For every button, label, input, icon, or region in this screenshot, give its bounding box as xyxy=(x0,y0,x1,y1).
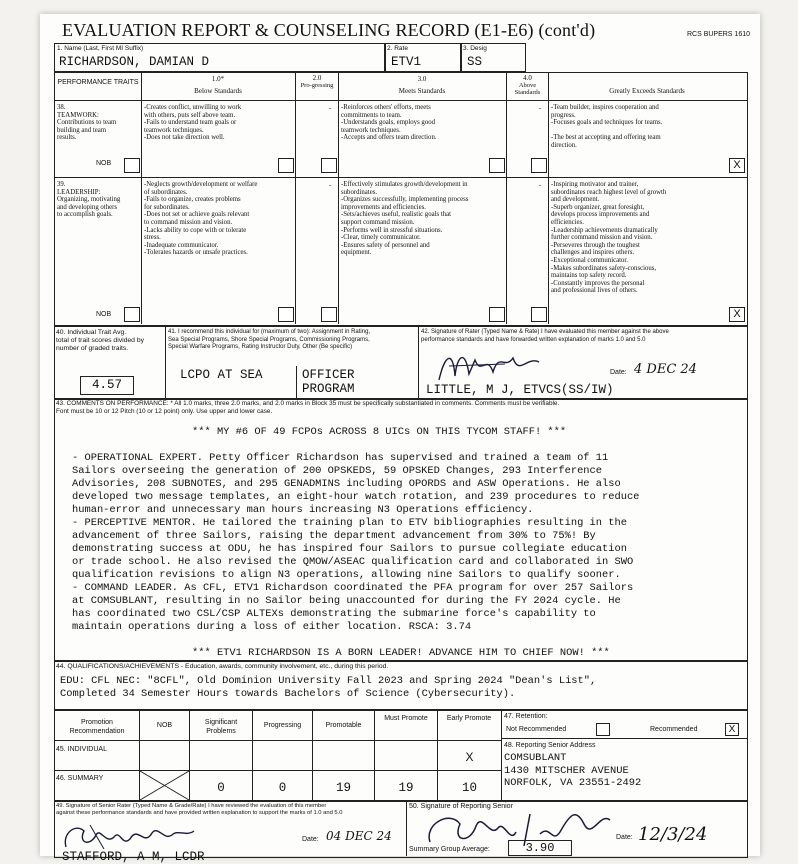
scale-3-number: 3.0 xyxy=(417,75,427,83)
scale-2-label: Pro-gressing xyxy=(300,82,334,89)
block-48-label: 48. Reporting Senior Address xyxy=(504,742,596,749)
standard-line: further command mission and vision. xyxy=(551,234,653,242)
standard-line xyxy=(551,127,662,135)
summary-group-average-value: 3.90 xyxy=(525,841,555,855)
member-name: RICHARDSON, DAMIAN D xyxy=(59,55,210,69)
col-nob: NOB xyxy=(156,722,173,729)
retention-recommended: Recommended xyxy=(650,726,698,733)
block-49-label xyxy=(56,803,342,817)
standard-line: -Fails to organize, creates problems xyxy=(144,196,241,204)
comment-line: qualification revisions to align N3 operations, allowing nine Sailors to qualify sooner. xyxy=(72,569,621,581)
standard-line: -Neglects growth/development or welfare xyxy=(144,181,258,188)
address-line: 1430 MITSCHER AVENUE xyxy=(504,764,629,777)
summary-early-promote: 10 xyxy=(461,781,477,795)
trait-label-line: to accomplish goals. xyxy=(57,211,113,219)
summary-group-average-label: Summary Group Average: xyxy=(409,846,490,853)
leadership-1-checkbox[interactable] xyxy=(278,307,294,322)
summary-progressing: 0 xyxy=(278,781,287,795)
individual-early-promote-mark: X xyxy=(465,750,474,764)
standard-line: and professional lives of others. xyxy=(551,287,638,295)
label-line: 40. Individual Trait Avg. xyxy=(56,329,127,336)
label-line: performance standards and have forwarded written explanation of marks 1.0 and 5.0 xyxy=(421,336,646,343)
teamwork-nob-label: NOB xyxy=(96,160,112,167)
trait-label-line: LEADERSHIP: xyxy=(57,188,101,196)
leadership-3-checkbox[interactable] xyxy=(489,307,505,322)
standard-line: -Fails to understand team goals or xyxy=(144,119,237,127)
comment-line: *** MY #6 OF 49 FCPOs ACROSS 8 UICs ON THIS TYCOM STAFF! *** xyxy=(192,426,567,438)
col-significant-problems: Significant Problems xyxy=(204,719,238,735)
standard-line: teamwork techniques. xyxy=(341,126,401,134)
standard-line: -Does not set or achieve goals relevant xyxy=(144,211,250,219)
block-50-label: 50. Signature of Reporting Senior xyxy=(409,803,513,810)
label-line: against these performance standards and have provided written explanation to support the marks of 1.0 and 5.0 xyxy=(56,810,343,816)
desig-value: SS xyxy=(467,55,483,69)
teamwork-below-standards xyxy=(144,104,241,142)
reporting-senior-address xyxy=(504,752,641,790)
block-1-label: 1. Name (Last, First MI Suffix) xyxy=(57,45,144,52)
label-line: Sea Special Programs, Shore Special Programs, Commissioning Programs, xyxy=(168,336,370,343)
row-individual-label: 45. INDIVIDUAL xyxy=(56,746,107,753)
label-line: 49. Signature of Senior Rater (Typed Name & Grade/Rate) I have reviewed the evaluation of this member xyxy=(56,803,327,809)
scale-4-label: Above Standards xyxy=(514,82,541,96)
summary-significant-problems: 0 xyxy=(217,781,225,795)
standard-line: -Creates conflict, unwilling to work xyxy=(144,104,242,111)
block-2-rate xyxy=(384,43,462,72)
block-2-label: 2. Rate xyxy=(387,45,408,52)
teamwork-trait-label xyxy=(57,104,116,142)
standard-line: subordinates. xyxy=(341,188,378,196)
standard-line: -Clear, timely communicator. xyxy=(341,234,421,242)
standard-line: -The best at accepting and offering team xyxy=(551,134,661,142)
label-line: Special Warfare Programs, Rating Instructor Duty, Other (Be specific) xyxy=(168,344,353,350)
comments-text xyxy=(72,426,639,660)
standard-line: -Constantly improves the personal xyxy=(551,279,645,287)
standard-line: for subordinates. xyxy=(144,203,190,211)
standard-line: -Lacks ability to cope with or tolerate xyxy=(144,226,247,234)
scale-5-label: Greatly Exceeds Standards xyxy=(609,87,685,95)
senior-rater-date: 04 DEC 24 xyxy=(326,829,392,843)
trait-average-value: 4.57 xyxy=(91,378,122,392)
standard-line: improvements and efficiencies. xyxy=(341,203,426,211)
teamwork-2-checkbox[interactable] xyxy=(321,158,337,173)
block-43-label xyxy=(56,400,559,415)
evaluation-form-page: EVALUATION REPORT & COUNSELING RECORD (E1-E6) (cont'd) RCS BUPERS 1610 1. Name (Last, First MI Suffix) RICHARDSON, DAMIAN D 2. Rate ETV1 3. Desig SS PERFORMANCE TRAITS 1.0* Below Standards 2.0 Pro-gressing 3.0 Meets Standards 4.0 Above Standards Greatly Exceeds Standards 38. TEAMWORK: Contributions to team building and team results. NOB -Creates conflict, unwilling to work with others, puts self above team. -Fails to understand team goals or teamwork techniques. -Does not take direction well. - -Reinforces others' efforts, meets commitments to team. -Understands goals, employs good teamwork techniques. -Accepts and offers team direction. - -Team builder, inspires cooperation and progress. -Focuses goals and techniques for teams. -The best at accepting and offering team direction. X 39. LEADERSHIP: Organizing, motivating and developing others to accomplish goals. NOB -Neglects growth/development or welfare of subordinates. -Fails to organize, creates problems for subordinates. -Does not set or achieve goals relevant to command mission and vision. -Lacks ability to cope with or tolerate stress. -Inadequate communicator. -Tolerates hazards or unsafe practices. - -Effectively stimulates growth/development in subordinates. -Organizes successfully, implementing process improvements and efficiencies. -Sets/achieves useful, realistic goals that support command mission. -Performs well in stressful situations. -Clear, timely communicator. -Ensures safety of personnel and equipment. - -Inspiring motivator and trainer, subordinates reach highest level of growth and development. -Superb organizer, great foresight, develops process improvements and efficiencies. -Leadership achievements dramatically further command mission and vision. -Perseveres through the toughest challenges and inspires others. -Exceptional communicator. -Makes subordinates safety-conscious, maintains top safety record. -Constantly improves the personal and professional lives of others. X 40. Individual Trait Avg. total of trait scores divided by number of graded traits. 4.57 41. I recommend this individual for (maximum of two): Assignment in Rating, Sea Special Programs, Shore Special Programs, Commissioning Programs, Special Warfare Programs, Rating Instructor Duty, Other (Be specific) LCPO AT SEA OFFICER PROGRAM 42. Signature of Rater (Typed Name & Rate) I have evaluated this member against the above performance standards and have forwarded written explanation of marks 1.0 and 5.0 Date: 4 DEC 24 LITTLE, M J, ETVCS(SS/IW) 43. COMMENTS ON PERFORMANCE: * All 1.0 marks, three 2.0 marks, and 2.0 marks in Block 35 must be specifically substantiated in comments. Comments must be verifiable. Font must be 10 or 12 Pitch (10 or 12 point) only. Use upper and lower case. *** MY #6 OF 49 FCPOs ACROSS 8 UICs ON THIS TYCOM STAFF! *** - OPERATIONAL EXPERT. Petty Officer Richardson has supervised and trained a team of 11 Sailors overseeing the generation of 200 OPSKEDS, 59 OPSKED Changes, 293 Interference Advisories, 208 SUBNOTES, and 295 GENADMINS including OPORDS and ASW Operations. He also developed two message templates, an eight-hour watch rotation, and 239 procedures to reduce human-error and unnecessary man hours increasing N3 Operations efficiency. - PERCEPTIVE MENTOR. He tailored the training plan to ETV bibliographies resulting in the advancement of three Sailors, raising the department advancement from 30% to 75%! By demonstrating success at ODU, he has inspired four Sailors to pursue collegiate education or trade school. He also revised the QMOW/ASEAC qualification card and collaborated in SWO qualification revisions to align N3 operations, allowing nine Sailors to qualify sooner. - COMMAND LEADER. As CFL, ETV1 Richardson coordinated the PFA program for over 257 Sailors at COMSUBLANT, resulting in no Sailor being unaccounted for during the FY 2024 cycle. He has coordinated two CSL/CSP ALTEXs demonstrating the submarine force's capability to maintain operations during a loss of either location. RSCA: 3.74 *** ETV1 RICHARDSON IS A BORN LEADER! ADVANCE HIM TO CHIEF NOW! *** 44. QUALIFICATIONS/ACHIEVEMENTS - Education, awards, community involvement, etc., during this period. EDU: CFL NEC: "8CFL", Old Dominion University Fall 2023 and Spring 2024 "Dean's List", Completed 34 Semester Hours towards Bachelors of Science (Cybersecurity). Promotion Recommendation NOB Significant Problems Progressing Promotable Must Promote Early Promote 45. INDIVIDUAL X 46. SUMMARY 0 0 19 19 10 47. Retention: Not Recommended Recommended X 48. Reporting Senior Address COMSUBLANT 1430 MITSCHER AVENUE NORFOLK, VA 23551-2492 49. Signature of Senior Rater (Typed Name & Grade/Rate) I have reviewed the evaluation of this member against these performance standards and have provided written explanation to support the marks of 1.0 and 5.0 Date: 04 DEC 24 STAFFORD, A M, LCDR 50. Signature of Reporting Senior Date: 12/3/24 Summary Group Average: 3.90 xyxy=(40,14,760,856)
leadership-nob-checkbox[interactable] xyxy=(124,307,140,322)
scale-3-label: Meets Standards xyxy=(398,87,446,95)
leadership-greatly-exceeds xyxy=(551,181,666,295)
comment-line: Sailors overseeing the generation of 200 OPSKEDS, 59 OPSKED Changes, 293 Interference xyxy=(72,465,603,477)
comment-line: maintain operations during a loss of either location. RSCA: 3.74 xyxy=(72,621,472,633)
standard-line: stress. xyxy=(144,234,161,242)
teamwork-1-checkbox[interactable] xyxy=(278,158,294,173)
teamwork-meets-standards xyxy=(341,104,437,142)
block-1-name xyxy=(54,43,386,72)
recommendation-2-line-2: PROGRAM xyxy=(302,382,355,396)
standard-line: -Organizes successfully, implementing process xyxy=(341,196,469,204)
rater-signature xyxy=(435,346,555,386)
scale-2-number: 2.0 xyxy=(312,74,322,82)
col-progressing: Progressing xyxy=(263,722,302,729)
label-line: Font must be 10 or 12 Pitch (10 or 12 point) only. Use upper and lower case. xyxy=(56,407,273,415)
comment-line: human-error and unnecessary man hours increasing N3 Operations efficiency. xyxy=(72,504,534,516)
teamwork-5-checkbox[interactable]: X xyxy=(729,158,745,173)
label-line: 41. I recommend this individual for (maximum of two): Assignment in Rating, xyxy=(168,329,371,335)
standard-line: -Reinforces others' efforts, meets xyxy=(341,104,431,111)
leadership-5-checkbox[interactable]: X xyxy=(729,307,745,322)
standard-line: with others, puts self above team. xyxy=(144,111,236,119)
standard-line: efficiencies. xyxy=(551,218,584,226)
teamwork-4-checkbox[interactable] xyxy=(531,158,547,173)
teamwork-3-checkbox[interactable] xyxy=(489,158,505,173)
col-must-promote: Must Promote xyxy=(384,715,428,722)
standard-line: equipment. xyxy=(341,249,372,257)
leadership-below-standards xyxy=(144,181,257,257)
comment-line: Advisories, 208 SUBNOTES, and 295 GENADMINS including OPORDS and ASW Operations. He also xyxy=(72,478,621,490)
teamwork-greatly-exceeds xyxy=(551,104,662,150)
recommendation-1: LCPO AT SEA xyxy=(180,368,263,382)
comment-line: or trade school. He also revised the QMOW/ASEAC qualification card and collaborated in SWO xyxy=(72,556,634,568)
summary-promotable: 19 xyxy=(335,781,351,795)
rater-date-label: Date: xyxy=(610,369,627,376)
block-42-label xyxy=(421,329,669,344)
leadership-2-checkbox[interactable] xyxy=(321,307,337,322)
reporting-senior-date: 12/3/24 xyxy=(638,824,708,845)
senior-rater-date-label: Date: xyxy=(302,836,319,843)
rater-date: 4 DEC 24 xyxy=(634,362,697,377)
comment-line xyxy=(72,634,639,647)
leadership-trait-label xyxy=(57,181,120,219)
form-title: EVALUATION REPORT & COUNSELING RECORD (E1-E6) (cont'd) xyxy=(62,20,596,40)
comment-line: - COMMAND LEADER. As CFL, ETV1 Richardson coordinated the PFA program for over 257 Sailors xyxy=(72,582,634,594)
standard-line: -Focuses goals and techniques for teams. xyxy=(551,119,663,127)
standard-line: -Inspiring motivator and trainer, xyxy=(551,181,639,188)
trait-label-line: results. xyxy=(57,134,77,142)
address-line: COMSUBLANT xyxy=(504,752,567,764)
label-line: 43. COMMENTS ON PERFORMANCE: * All 1.0 marks, three 2.0 marks, and 2.0 marks in Block 35 must be specifically substantiated in comments. Comments must be verifiable. xyxy=(56,400,560,407)
trait-label-line: building and team xyxy=(57,126,107,134)
qualification-line: EDU: CFL NEC: "8CFL", Old Dominion University Fall 2023 and Spring 2024 "Dean's List", xyxy=(60,675,597,687)
comment-line: *** ETV1 RICHARDSON IS A BORN LEADER! ADVANCE HIM TO CHIEF NOW! *** xyxy=(192,647,610,659)
comment-line: at COMSUBLANT, resulting in no Sailor being unaccounted for during the FY 2024 cycle. He xyxy=(72,595,621,607)
standard-line: -Tolerates hazards or unsafe practices. xyxy=(144,249,248,257)
block-3-label: 3. Desig xyxy=(463,45,487,52)
standard-line: subordinates reach highest level of growth xyxy=(551,188,667,196)
comment-line: has coordinated two CSL/CSP ALTEXs demonstrating the submarine force's capability to xyxy=(72,608,596,620)
col-early-promote: Early Promote xyxy=(446,715,492,722)
trait-label-line: and developing others xyxy=(57,203,118,211)
standard-line: -Understands goals, employs good xyxy=(341,119,436,127)
standard-line: commitments to team. xyxy=(341,111,402,119)
leadership-meets-standards xyxy=(341,181,468,257)
standard-line: -Does not take direction well. xyxy=(144,134,225,142)
summary-must-promote: 19 xyxy=(398,781,414,795)
col-promotable: Promotable xyxy=(325,722,362,729)
standard-line: progress. xyxy=(551,111,576,119)
retention-label: 47. Retention: xyxy=(504,713,548,720)
trait-label-line: Contributions to team xyxy=(57,119,117,127)
standard-line: support command mission. xyxy=(341,218,415,226)
comment-line xyxy=(72,439,639,452)
standard-line: -Team builder, inspires cooperation and xyxy=(551,104,659,111)
trait-label-line: Organizing, motivating xyxy=(57,196,121,204)
block-3-desig xyxy=(460,43,526,72)
standard-line: -Accepts and offers team direction. xyxy=(341,134,437,142)
summary-group-average-box xyxy=(508,840,572,856)
comment-line: - PERCEPTIVE MENTOR. He tailored the training plan to ETV bibliographies resulting in the xyxy=(72,517,627,529)
block-41-label xyxy=(168,329,370,352)
comment-line: - OPERATIONAL EXPERT. Petty Officer Richardson has supervised and trained a team of 11 xyxy=(72,452,609,464)
standard-line: -Exceptional communicator. xyxy=(551,256,629,264)
standard-line: -Inadequate communicator. xyxy=(144,241,219,249)
promotion-recommendation-header: Promotion Recommendation xyxy=(69,719,125,735)
label-line: total of trait scores divided by xyxy=(56,337,145,344)
address-line: NORFOLK, VA 23551-2492 xyxy=(504,777,642,789)
standard-line: -Superb organizer, great foresight, xyxy=(551,203,645,211)
trait-average-box xyxy=(80,376,134,395)
comment-line: developed two message templates, an eight-hour watch rotation, and 239 procedures to reduce xyxy=(72,491,640,503)
standard-line: -Perseveres through the toughest xyxy=(551,241,640,249)
leadership-nob-label: NOB xyxy=(96,311,112,318)
trait-label-line: 39. xyxy=(57,181,66,188)
label-line: number of graded traits. xyxy=(56,345,129,352)
standard-line: -Leadership achievements dramatically xyxy=(551,226,658,234)
traits-header: PERFORMANCE TRAITS xyxy=(57,79,139,86)
standard-line: -Performs well in stressful situations. xyxy=(341,226,443,234)
standard-line: -Effectively stimulates growth/development in xyxy=(341,181,468,188)
trait-label-line: TEAMWORK: xyxy=(57,111,99,119)
qualifications-text xyxy=(60,675,596,701)
standard-line: -Ensures safety of personnel and xyxy=(341,241,430,249)
block-44-label: 44. QUALIFICATIONS/ACHIEVEMENTS - Education, awards, community involvement, etc., during this period. xyxy=(56,663,389,670)
label-line: 42. Signature of Rater (Typed Name & Rate) I have evaluated this member against the above xyxy=(421,329,669,335)
teamwork-nob-checkbox[interactable] xyxy=(124,158,140,173)
standard-line: develops process improvements and xyxy=(551,211,650,219)
standard-line: maintains top safety record. xyxy=(551,272,627,280)
standard-line: of subordinates. xyxy=(144,188,188,196)
comment-line: demonstrating success at ODU, he has inspired four Sailors to pursue collegiate education xyxy=(72,543,627,555)
retention-not-recommended: Not Recommended xyxy=(506,726,567,733)
retention-not-recommended-checkbox[interactable] xyxy=(596,723,610,736)
leadership-4-checkbox[interactable] xyxy=(531,307,547,322)
rate-value: ETV1 xyxy=(391,55,422,69)
reporting-senior-date-label: Date: xyxy=(616,834,633,841)
standard-line: to command mission and vision. xyxy=(144,218,233,226)
rater-typed-name: LITTLE, M J, ETVCS(SS/IW) xyxy=(426,383,614,397)
trait-label-line: 38. xyxy=(57,104,66,111)
comment-line: advancement of three Sailors, raising the department advancement from 30% to 75%! By xyxy=(72,530,596,542)
standard-line: -Makes subordinates safety-conscious, xyxy=(551,264,657,272)
block-40-label xyxy=(56,329,144,353)
standard-line: challenges and inspires others. xyxy=(551,249,635,257)
standard-line: direction. xyxy=(551,141,577,149)
standard-line: teamwork techniques. xyxy=(144,126,204,134)
retention-recommended-checkbox[interactable]: X xyxy=(725,723,739,736)
recommendation-2-line-1: OFFICER xyxy=(302,368,355,382)
senior-rater-typed-name: STAFFORD, A M, LCDR xyxy=(62,850,205,864)
standard-line: -Sets/achieves useful, realistic goals that xyxy=(341,211,452,219)
scale-1-label: Below Standards xyxy=(194,87,242,95)
standard-line: and development. xyxy=(551,196,600,204)
scale-4-number: 4.0 xyxy=(523,74,532,82)
scale-1-number: 1.0* xyxy=(211,75,225,83)
rcs-number: RCS BUPERS 1610 xyxy=(686,31,750,38)
summary-nob-strike xyxy=(140,771,189,800)
qualification-line: Completed 34 Semester Hours towards Bachelors of Science (Cybersecurity). xyxy=(60,688,516,700)
row-summary-label: 46. SUMMARY xyxy=(56,775,104,782)
